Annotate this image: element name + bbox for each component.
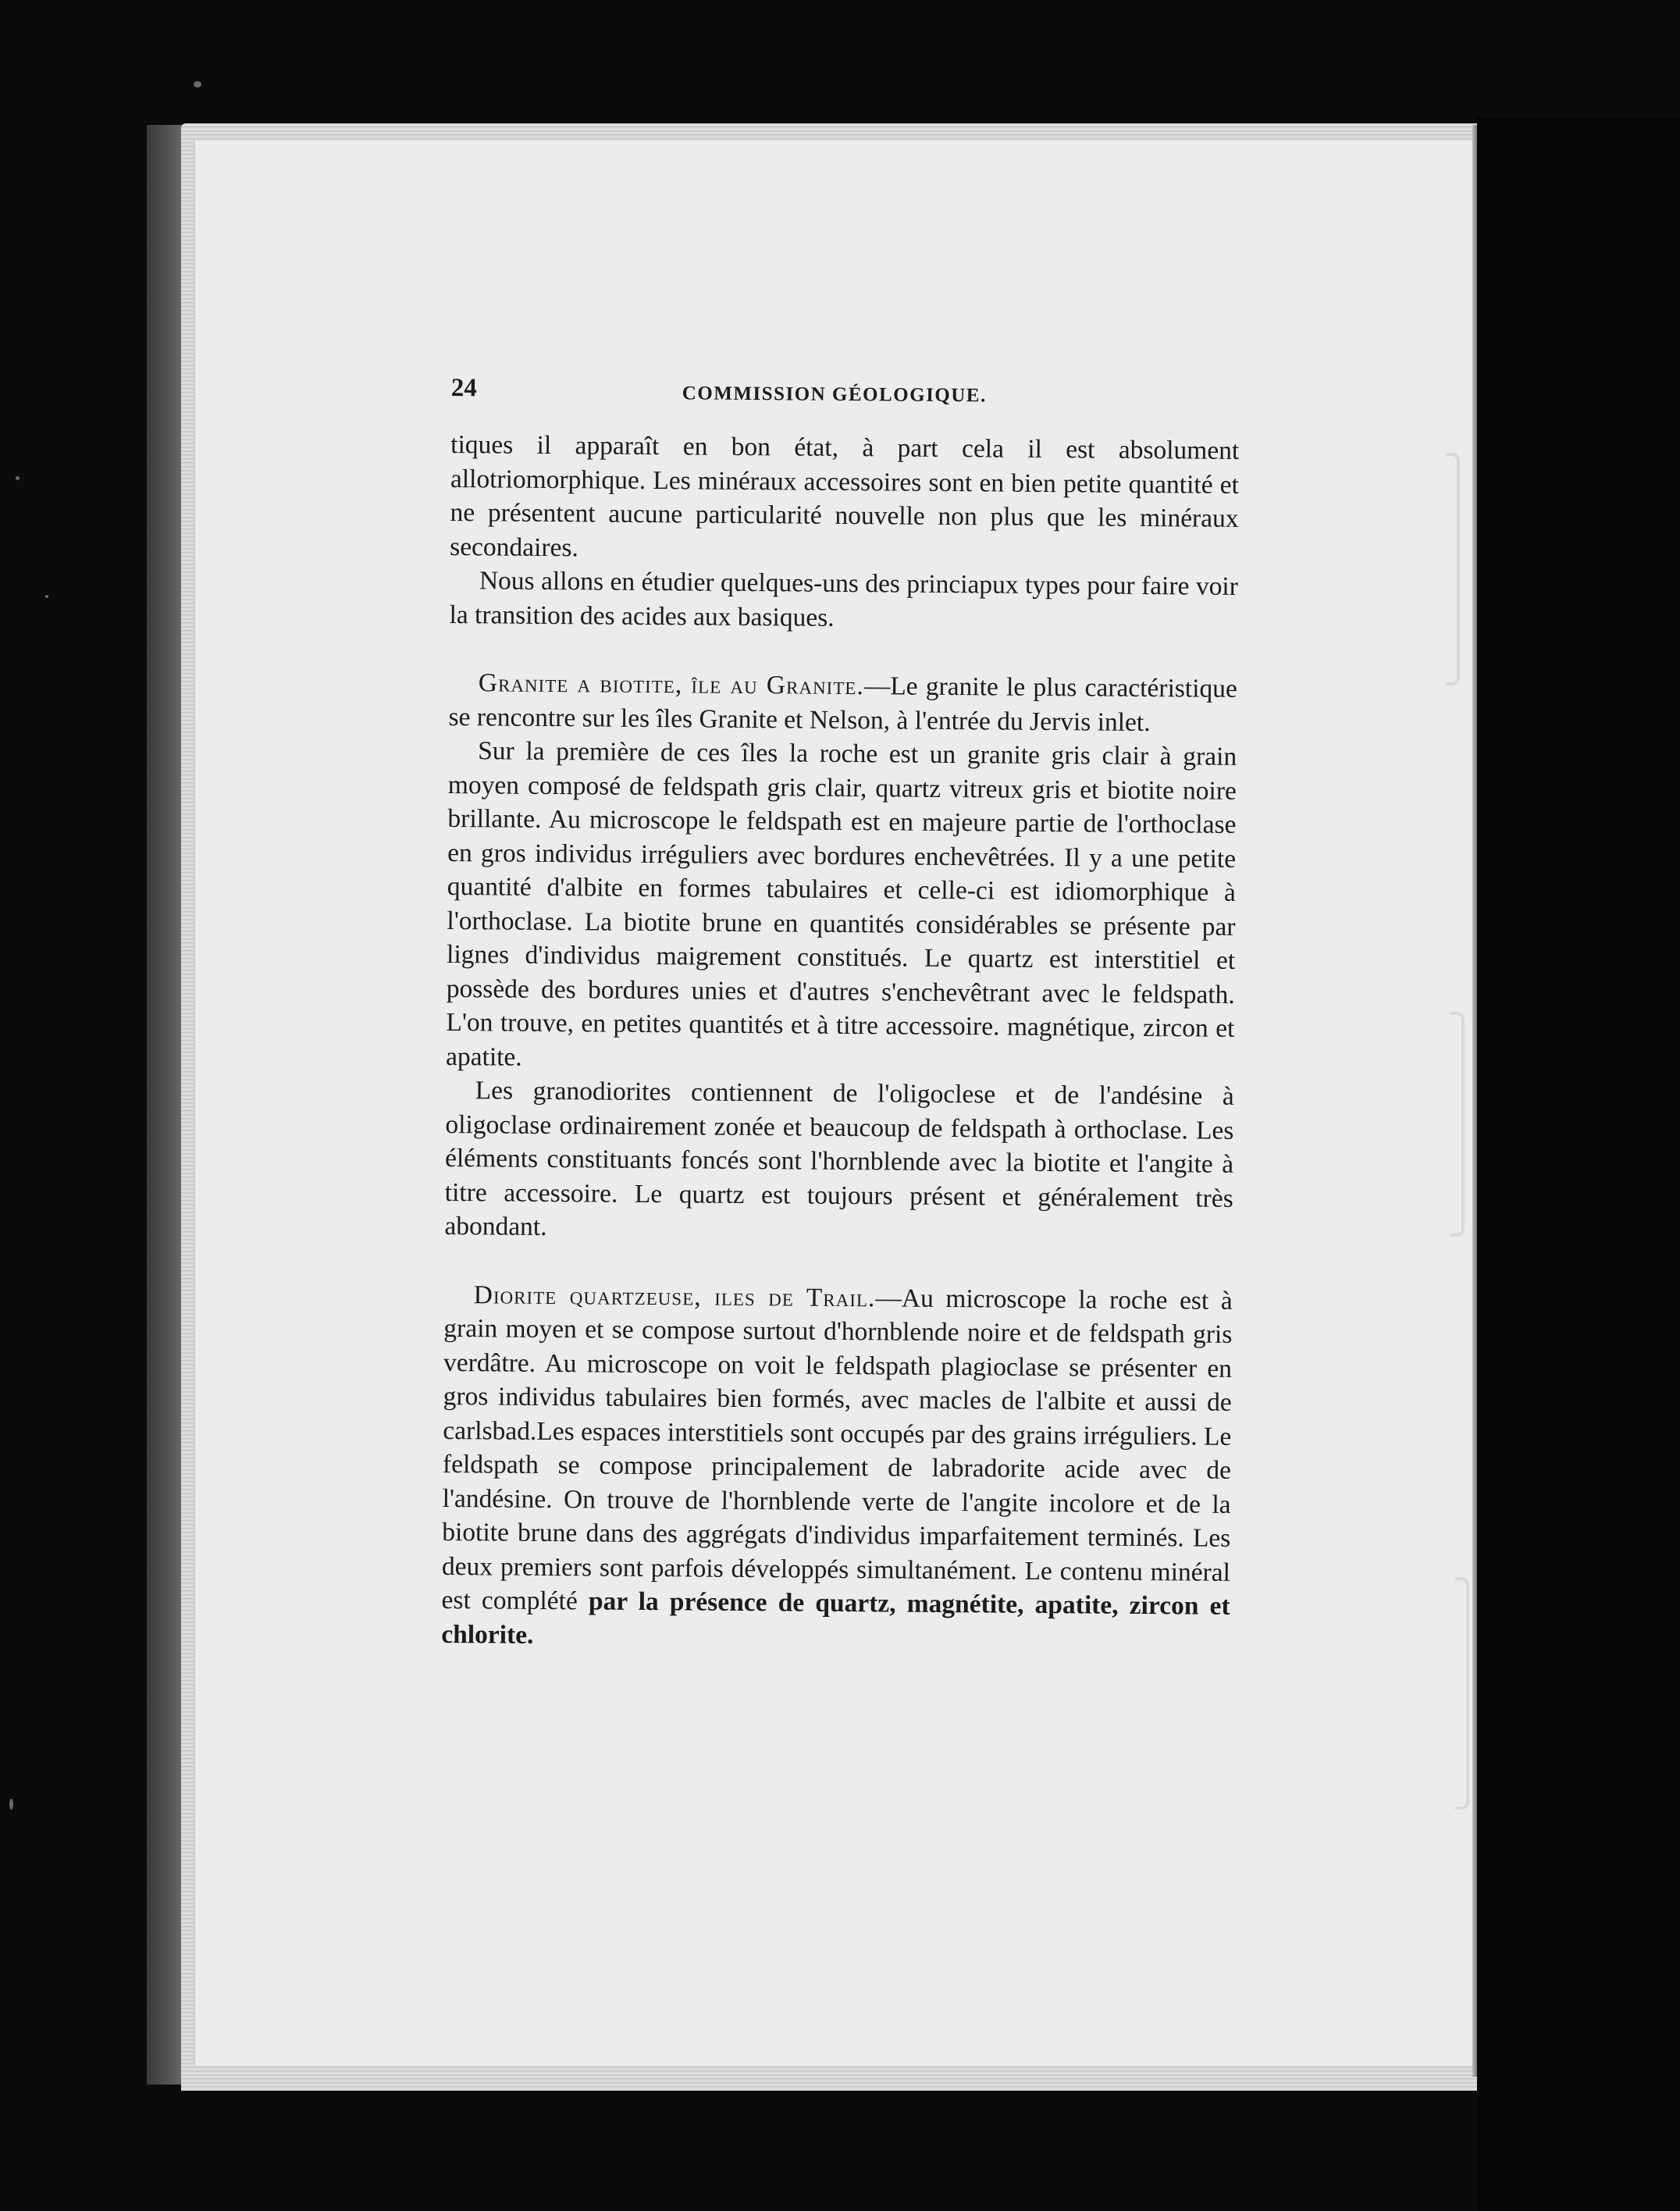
page-text-block xyxy=(441,372,1240,1657)
facing-page-shadow xyxy=(1477,117,1680,2211)
section-diorite-text: —Au microscope la roche est à grain moyen et se compose surtout d'hornblende noire et de feldspath gris verdâtre. Au microscope on voit le feldspath plagioclase se présenter en gros individus tabulaires bien formés, avec macles de l'albite et aussi de carlsbad.Les espaces interstitiels sont occupés par des grains irréguliers. Le feldspath se compose principalement de labradorite acide avec de l'andésine. On trouve de l'hornblende verte de l'angite incolore et de la biotite brune dans des aggrégats d'individus imparfaitement terminés. Les deux premiers sont parfois développés simultanément. Le contenu minéral est complété xyxy=(441,1283,1233,1616)
binding-stitch xyxy=(1450,1012,1465,1237)
background-speck xyxy=(194,81,201,87)
binding-stitch xyxy=(1455,1577,1469,1810)
paragraph-granodiorites: Les granodiorites contiennent de l'oligoclese et de l'andésine à oligoclase ordinairement zonée et beaucoup de feldspath à orthoclase. Les éléments constituants foncés sont l'hornblende avec la biotite et l'angite à titre accessoire. Le quartz est toujours présent et généralement très abondant. xyxy=(444,1076,1234,1241)
running-head-title: COMMISSION GÉOLOGIQUE. xyxy=(682,383,987,407)
section-heading-granite: Granite a biotite, île au Granite. xyxy=(478,668,864,701)
background-speck xyxy=(9,1799,13,1810)
background-speck xyxy=(45,595,48,598)
page-number: 24 xyxy=(450,373,477,403)
binding-stitch xyxy=(1446,453,1460,685)
paragraph-granite-description: Sur la première de ces îles la roche est un granite gris clair à grain moyen composé de feldspath gris clair, quartz vitreux gris et biotite noire brillante. Au microscope le feldspath est en majeure partie de l'orthoclase en gros individus irréguliers avec bordures enchevêtrées. Il y a une petite quantité d'albite en formes tabulaires et celle-ci est idiomorphique à l'orthoclase. La biotite brune en quantités considérables se présente par lignes d'individus maigrement constitués. Le quartz est interstitiel et possède des bordures unies et d'autres s'enchevêtrant avec le feldspath. L'on trouve, en petites quantités et à titre accessoire. magnétique, zircon et apatite. xyxy=(445,736,1237,1072)
section-gap xyxy=(444,1243,1233,1284)
section-granite-intro-text: —Le granite le plus caractéristique se rencontre sur les îles Granite et Nelson, à l'entrée du Jervis inlet. xyxy=(448,671,1237,737)
section-diorite-paragraph xyxy=(441,1277,1233,1657)
section-granite-intro xyxy=(448,666,1237,740)
background-speck xyxy=(16,476,20,480)
running-head xyxy=(451,372,1240,412)
section-heading-diorite: Diorite quartzeuse, iles de Trail. xyxy=(473,1280,876,1312)
paragraph-transition: Nous allons en étudier quelques-uns des princiapux types pour faire voir la transition des acides aux basiques. xyxy=(449,566,1239,632)
paragraph-continuation: tiques il apparaît en bon état, à part cela il est absolument allotriomorphique. Les minéraux accessoires sont en bien petite quantité et ne présentent aucune particularité nouvelle non plus que les minéraux secondaires. xyxy=(450,429,1240,562)
section-diorite-last-line: par la présence de quartz, magnétite, apatite, zircon et chlorite. xyxy=(441,1586,1230,1650)
section-gap xyxy=(449,632,1237,672)
